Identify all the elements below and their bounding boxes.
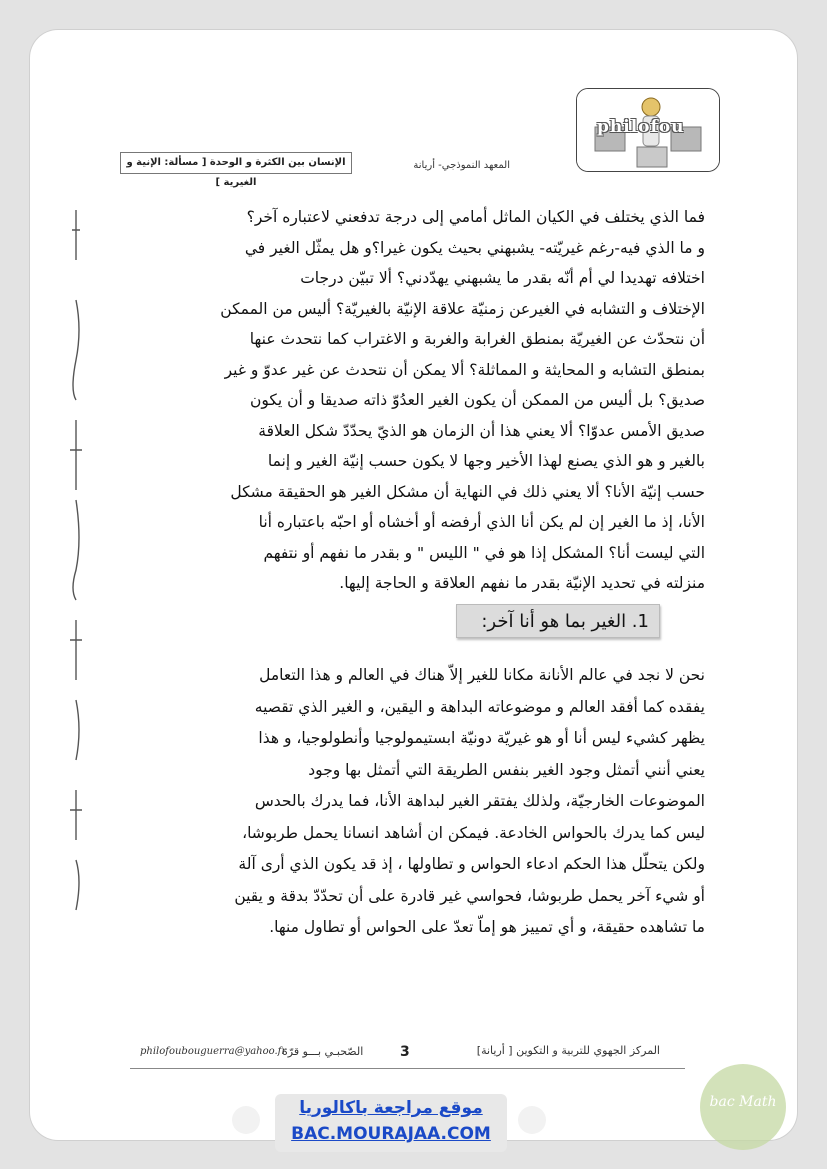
text-line: منزلته في تحديد الإنيّة بقدر ما نفهم العلاقة و الحاجة إليها. xyxy=(339,574,705,592)
site-logo-icon xyxy=(518,1106,546,1134)
bac-math-watermark xyxy=(700,1064,786,1150)
text-line: أو شيء آخر يحمل طربوشا، فحواسي غير قادرة على أن تحدّدّ بدقة و يقين xyxy=(234,886,705,905)
text-line: ما تشاهده حقيقة، و أي تمييز هو إماّ تعدّ على الحواس أو تطاول منها. xyxy=(269,918,705,936)
text-line: فما الذي يختلف في الكيان الماثل أمامي إلى درجة تدفعني لاعتباره آخر؟ xyxy=(246,208,705,226)
text-line: اختلافه تهديدا لي أم أنّه بقدر ما يشبهني يهدّدني؟ ألا تبيّن درجات xyxy=(300,269,705,287)
text-line: صديق؟ بل أليس من الممكن أن يكون الغير العدُوّ ذاته صديقا و أن يكون xyxy=(249,391,705,409)
intro-paragraph xyxy=(105,202,705,599)
watermark-text: bac Math xyxy=(709,1094,777,1110)
logo-text: philofou xyxy=(597,117,685,137)
topic-box: الإنسان بين الكثرة و الوحدة [ مسألة: الإنية و الغيرية ] xyxy=(120,152,352,174)
text-line: و ما الذي فيه-رغم غيريّته- يشبهني بحيث يكون غيرا؟و هل يمثّل الغير في xyxy=(244,238,705,257)
text-line: الإختلاف و التشابه في الغيرعن زمنيّة علاقة الإنيّة بالغيريّة؟ أليس من الممكن xyxy=(220,299,705,318)
text-line: بمنطق التشابه و المحايثة و المماثلة؟ ألا يمكن أن نتحدث عن غير عدوّ و غير xyxy=(224,360,705,379)
text-line: الأنا، إذ ما الغير إن لم يكن أنا الذي أرفضه أو أخشاه أو احبّه باعتباره أنا xyxy=(258,513,705,531)
text-line: التي ليست أنا؟ المشكل إذا هو في " الليس " و بقدر ما نفهم أو نتفهم xyxy=(263,543,705,562)
text-line: حسب إنيّة الأنا؟ ألا يعني ذلك في النهاية أن مشكل الغير هو الحقيقة مشكل xyxy=(230,482,705,501)
banner-latin-link[interactable]: BAC.MOURAJAA.COM xyxy=(291,1124,491,1144)
text-line: يظهر كشيء ليس أنا أو هو غيريّة دونيّة ابستيمولوجيا وأنطولوجيا، و هذا xyxy=(258,729,705,747)
footer-divider xyxy=(130,1068,685,1069)
site-logo-icon xyxy=(232,1106,260,1134)
banner-arabic-link[interactable]: موقع مراجعة باكالوريا xyxy=(299,1098,483,1118)
text-line: الموضوعات الخارجيّة، ولذلك يفتقر الغير لبداهة الأنا، فما يدرك بالحدس xyxy=(254,792,705,810)
margin-ornament xyxy=(66,200,86,920)
text-line: صديق الأمس عدوّا؟ ألا يعني هذا أن الزمان هو الذيّ يحدّدّ شكل العلاقة xyxy=(258,421,705,440)
text-line: ولكن يتحلّل هذا الحكم ادعاء الحواس و تطاولها ، إذ قد يكون الذي أرى آلة xyxy=(238,855,705,873)
page-number: 3 xyxy=(400,1044,410,1060)
site-banner[interactable] xyxy=(275,1094,507,1152)
footer-author: الصّحبـي بـــو قرّة xyxy=(282,1045,364,1058)
institution-label: المعهد النموذجي- أريانة xyxy=(413,160,510,171)
text-line: يفقده كما أفقد العالم و موضوعاته البداهة و اليقين، و الغير الذي تقصيه xyxy=(254,697,705,716)
text-line: يعني أنني أتمثل وجود الغير بنفس الطريقة التي أتمثل بها وجود xyxy=(308,760,705,779)
text-line: أن نتحدّث عن الغيريّة بمنطق الغرابة والغربة و الاغتراب كما نتحدث عنها xyxy=(249,330,705,348)
footer-center: المركز الجهوي للتربية و التكوين [ أريانة] xyxy=(476,1044,660,1057)
section-one-paragraph xyxy=(105,660,705,944)
text-line: نحن لا نجد في عالم الأنانة مكانا للغير إلاّ هناك في العالم و هذا التعامل xyxy=(259,666,705,684)
footer-email: philofoubouguerra@yahoo.fr xyxy=(140,1046,287,1057)
text-line: ليس كما يدرك بالحواس الخادعة. فيمكن ان أشاهد انسانا يحمل طربوشا، xyxy=(242,823,705,842)
philofou-logo xyxy=(576,88,720,172)
section-heading: 1. الغير بما هو أنا آخر: xyxy=(456,604,660,638)
text-line: بالغير و هو الذي يصنع لهذا الأخير وجها لا يكون حسب إنيّة الغير و إنما xyxy=(267,452,705,470)
